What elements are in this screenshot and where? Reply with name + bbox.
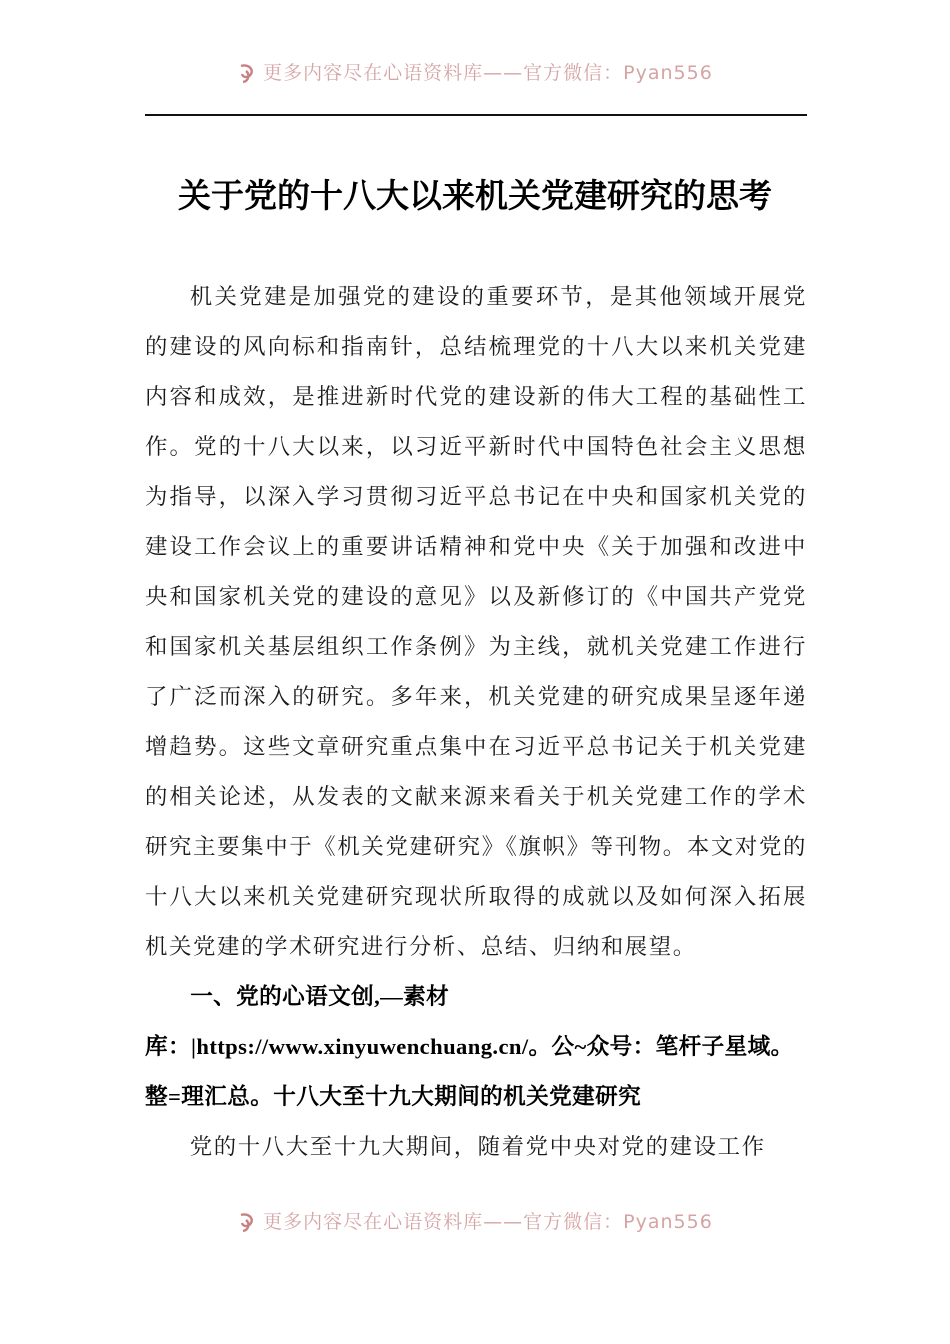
paragraph-section-1: 党的十八大至十九大期间，随着党中央对党的建设工作 <box>189 1134 766 1160</box>
document-title: 关于党的十八大以来机关党建研究的思考 <box>178 176 772 215</box>
header-rule <box>145 114 807 116</box>
watermark-header <box>0 58 950 85</box>
paragraph-intro: 机关党建是加强党的建设的重要环节，是其他领域开展党的建设的风向标和指南针，总结梳理党的十八大以来机关党建内容和成效，是推进新时代党的建设新的伟大工程的基础性工作。党的十八大以来，以习近平新时代中国特色社会主义思想为指导，以深入学习贯彻习近平总书记在中央和国家机关党的建设工作会议上的重要讲话精神和党中央《关于加强和改进中央和国家机关党的建设的意见》以及新修订的《中国共产党党和国家机关基层组织工作条例》为主线，就机关党建工作进行了广泛而深入的研究。多年来，机关党建的研究成果呈逐年递增趋势。这些文章研究重点集中在习近平总书记关于机关党建的相关论述，从发表的文献来源来看关于机关党建工作的学术研究主要集中于《机关党建研究》《旗帜》等刊物。本文对党的十八大以来机关党建研究现状所取得的成就以及如何深入拓展机关党建的学术研究进行分析、总结、归纳和展望。 <box>145 284 807 960</box>
watermark-logo-icon <box>237 62 259 84</box>
watermark-text: 更多内容尽在心语资料库——官方微信：Pyan556 <box>263 1211 713 1233</box>
document-body <box>145 272 807 1172</box>
watermark-logo-icon <box>237 1211 259 1233</box>
section-heading-1: 一、党的心语文创,—素材库：|https://www.xinyuwenchuang.cn/。公~众号：笔杆子星域。整=理汇总。十八大至十九大期间的机关党建研究 <box>145 984 794 1109</box>
watermark-text: 更多内容尽在心语资料库——官方微信：Pyan556 <box>263 62 713 84</box>
watermark-footer <box>0 1207 950 1234</box>
